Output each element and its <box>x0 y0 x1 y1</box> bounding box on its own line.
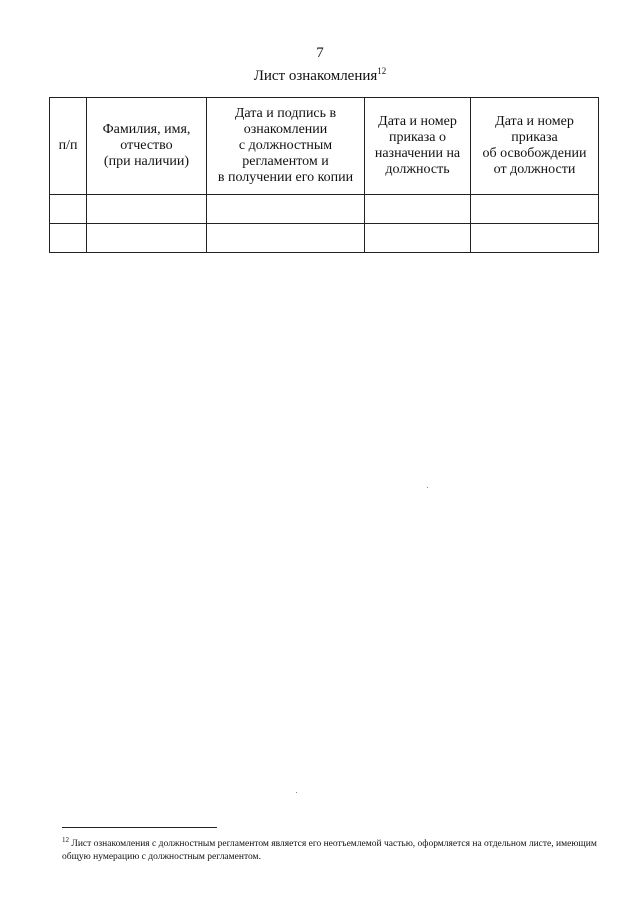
table-header-row <box>50 98 599 195</box>
column-header-label: п/п <box>58 138 78 153</box>
column-header-label: Дата и номер приказа о назначении на должность <box>374 114 461 177</box>
acknowledgment-table <box>49 97 599 253</box>
title-footnote-mark: 12 <box>377 66 387 76</box>
page-title <box>0 62 640 85</box>
column-header-signature-date <box>207 98 365 195</box>
table-row <box>50 224 599 253</box>
footnote <box>62 834 602 864</box>
footnote-mark: 12 <box>62 836 69 844</box>
scan-speck <box>296 792 297 793</box>
column-header-number <box>50 98 87 195</box>
table-cell <box>365 224 471 253</box>
column-header-full-name <box>87 98 207 195</box>
footnote-divider <box>62 827 217 828</box>
table-cell <box>471 195 599 224</box>
column-header-appointment-order <box>365 98 471 195</box>
page-number: 7 <box>316 45 324 61</box>
table-cell <box>207 195 365 224</box>
column-header-label: Фамилия, имя, отчество (при наличии) <box>102 122 191 169</box>
column-header-dismissal-order <box>471 98 599 195</box>
table-cell <box>87 224 207 253</box>
table-cell <box>365 195 471 224</box>
table-cell <box>207 224 365 253</box>
table-row <box>50 195 599 224</box>
column-header-label: Дата и подпись в ознакомлении с должностным регламентом и в получении его копии <box>217 106 354 185</box>
column-header-label: Дата и номер приказа об освобождении от должности <box>482 114 587 177</box>
scan-speck <box>427 487 428 488</box>
table-cell <box>50 195 87 224</box>
table-cell <box>50 224 87 253</box>
table-cell <box>87 195 207 224</box>
table-cell <box>471 224 599 253</box>
page-title-text: Лист ознакомления <box>253 68 378 84</box>
footnote-text: Лист ознакомления с должностным регламентом является его неотъемлемой частью, оформляется на отдельном листе, имеющим общую нумерацию с должностным регламентом. <box>62 839 597 862</box>
